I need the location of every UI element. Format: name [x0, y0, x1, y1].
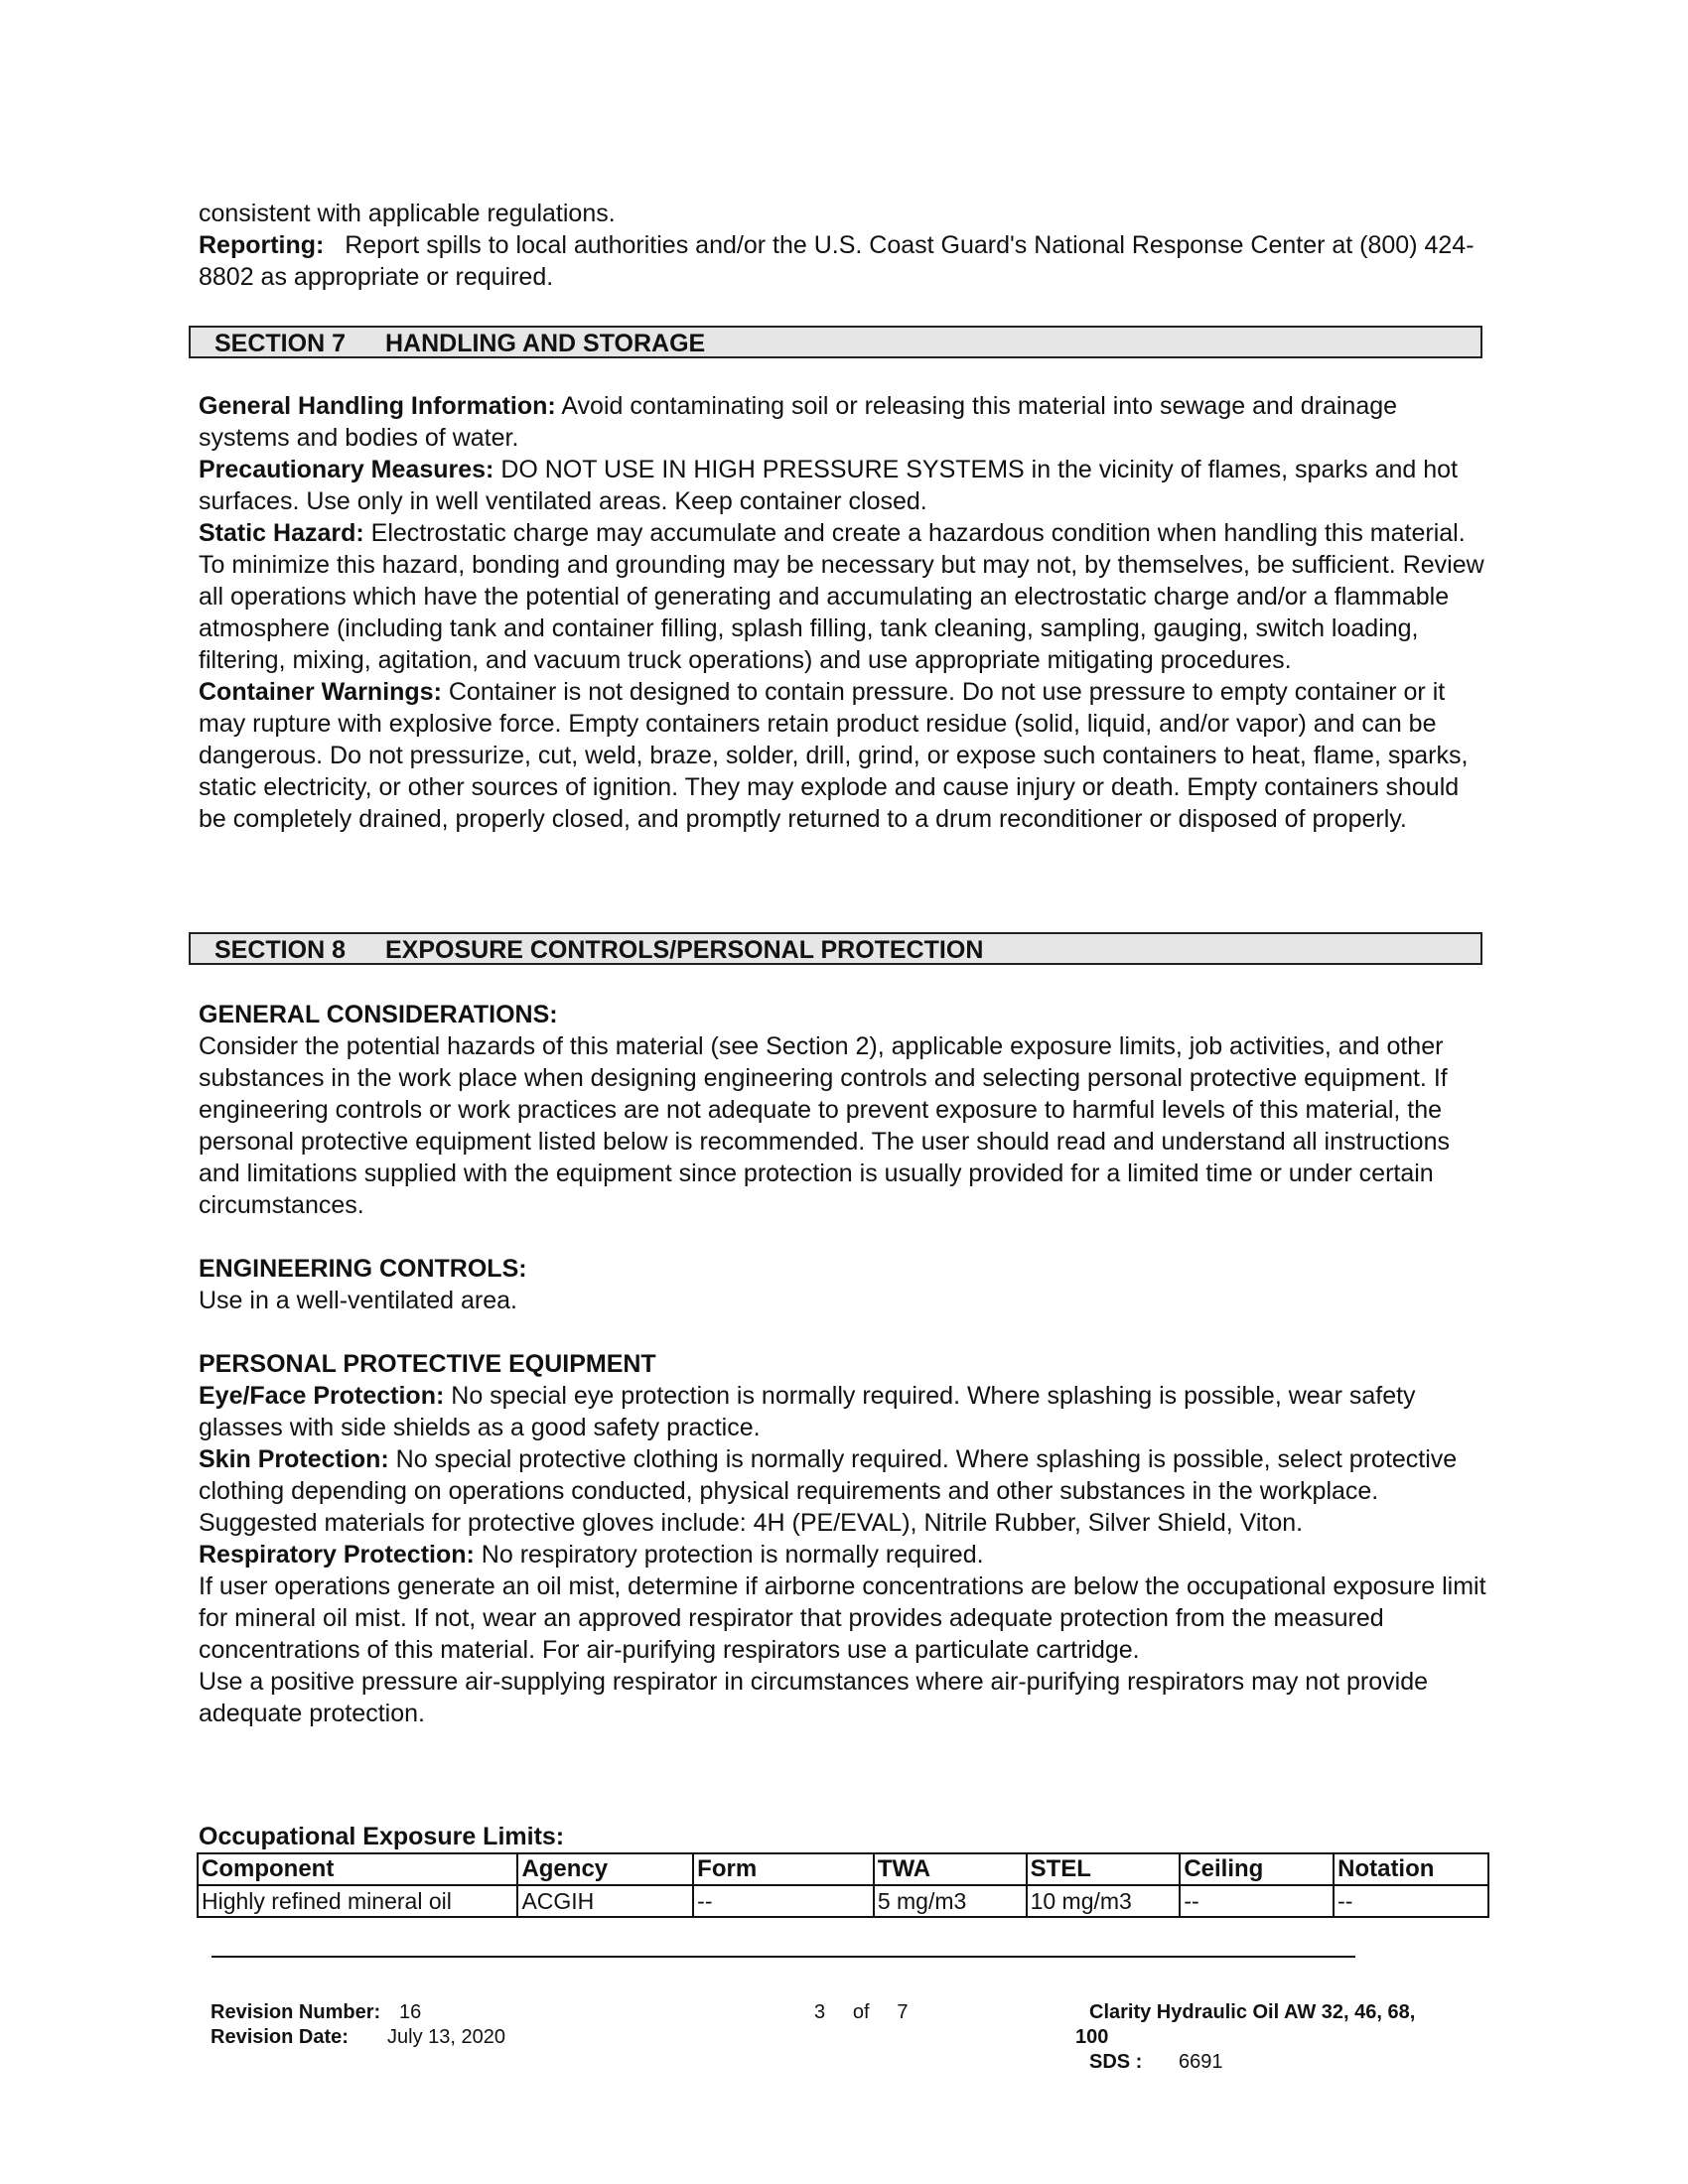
- oel-cell-form: --: [693, 1885, 874, 1917]
- oel-header-row: [198, 1853, 1488, 1885]
- oel-cell-component: Highly refined mineral oil: [198, 1885, 517, 1917]
- sds-line: [1089, 2050, 1473, 2075]
- precautionary-paragraph: [199, 454, 1489, 517]
- respiratory-oil-mist-text: If user operations generate an oil mist, determine if airborne concentrations are below the occupational exposure limit for mineral oil mist. If not, wear an approved respirator that provides adequate protection from the measured concentrations of this material. For air-purifying respirators use a particulate cartridge.: [199, 1572, 1486, 1664]
- oel-header-cell: Notation: [1334, 1853, 1488, 1885]
- general-considerations-heading: GENERAL CONSIDERATIONS:: [199, 1001, 558, 1028]
- oel-header-cell: Component: [198, 1853, 517, 1885]
- respiratory-protection-paragraph: [199, 1539, 1489, 1570]
- section-7-body: [199, 390, 1489, 835]
- section-8-title: EXPOSURE CONTROLS/PERSONAL PROTECTION: [385, 936, 984, 964]
- page-total: 7: [897, 2001, 909, 2023]
- intro-block: [199, 198, 1489, 293]
- precautionary-text: DO NOT USE IN HIGH PRESSURE SYSTEMS in the vicinity of flames, sparks and hot surfaces. Use only in well ventilated areas. Keep container closed.: [199, 456, 1459, 515]
- respiratory-protection-label: Respiratory Protection:: [199, 1541, 475, 1569]
- footer-product: [1075, 2000, 1473, 2075]
- eye-protection-label: Eye/Face Protection:: [199, 1382, 445, 1410]
- general-handling-text: Avoid contaminating soil or releasing this material into sewage and drainage systems and bodies of water.: [199, 392, 1398, 452]
- reporting-text: Report spills to local authorities and/or the U.S. Coast Guard's National Response Center at (800) 424-8802 as appropriate or required.: [199, 231, 1475, 291]
- container-warnings-paragraph: [199, 676, 1489, 835]
- oel-cell-ceiling: --: [1180, 1885, 1334, 1917]
- section-8-body: [199, 999, 1489, 1729]
- section-8-header: [189, 932, 1482, 965]
- ppe-heading: PERSONAL PROTECTIVE EQUIPMENT: [199, 1350, 656, 1378]
- page-number: [814, 2000, 909, 2025]
- revision-number-value: 16: [399, 2001, 422, 2023]
- revision-date-label: Revision Date:: [211, 2026, 349, 2048]
- static-hazard-paragraph: [199, 517, 1489, 676]
- section-7-title: HANDLING AND STORAGE: [385, 330, 706, 357]
- static-hazard-label: Static Hazard:: [199, 519, 364, 547]
- eye-protection-paragraph: [199, 1380, 1489, 1443]
- oel-header-cell: TWA: [874, 1853, 1027, 1885]
- engineering-controls-heading: ENGINEERING CONTROLS:: [199, 1255, 527, 1283]
- section-7-header: [189, 326, 1482, 358]
- oel-header-cell: STEL: [1027, 1853, 1181, 1885]
- footer-divider: [211, 1956, 1355, 1958]
- revision-number-line: [211, 2000, 505, 2025]
- sds-label: SDS :: [1089, 2051, 1143, 2073]
- page-current: 3: [814, 2001, 826, 2023]
- oel-header-cell: Ceiling: [1180, 1853, 1334, 1885]
- respiratory-air-supplying-text: Use a positive pressure air-supplying respirator in circumstances where air-purifying respirators may not provide adequate protection.: [199, 1668, 1429, 1727]
- sds-number: 6691: [1179, 2051, 1223, 2073]
- oel-cell-stel: 10 mg/m3: [1027, 1885, 1181, 1917]
- revision-number-label: Revision Number:: [211, 2001, 381, 2023]
- reporting-label: Reporting:: [199, 231, 325, 259]
- oel-heading: Occupational Exposure Limits:: [199, 1823, 565, 1850]
- respiratory-protection-text: No respiratory protection is normally required.: [481, 1541, 984, 1569]
- general-handling-label: General Handling Information:: [199, 392, 556, 420]
- oel-cell-twa: 5 mg/m3: [874, 1885, 1027, 1917]
- oel-header-cell: Form: [693, 1853, 874, 1885]
- precautionary-label: Precautionary Measures:: [199, 456, 494, 483]
- continuation-line: consistent with applicable regulations.: [199, 200, 616, 227]
- skin-protection-label: Skin Protection:: [199, 1445, 389, 1473]
- section-7-number: SECTION 7: [214, 330, 346, 357]
- static-hazard-text: Electrostatic charge may accumulate and create a hazardous condition when handling this material. To minimize this hazard, bonding and grounding may be necessary but may not, by themselves, be sufficient. Review all operations which have the potential of generating and accumulating an electrostatic charge and/or a flammable atmosphere (including tank and container filling, splash filling, tank cleaning, sampling, gauging, switch loading, filtering, mixing, agitation, and vacuum truck operations) and use appropriate mitigating procedures.: [199, 519, 1484, 674]
- skin-protection-text: No special protective clothing is normally required. Where splashing is possible, select protective clothing depending on operations conducted, physical requirements and other substances in the workplace. Suggested materials for protective gloves include: 4H (PE/EVAL), Nitrile Rubber, Silver Shield, Viton.: [199, 1445, 1458, 1537]
- section-8-number: SECTION 8: [214, 936, 346, 964]
- oel-cell-agency: ACGIH: [517, 1885, 693, 1917]
- container-warnings-text: Container is not designed to contain pressure. Do not use pressure to empty container or it may rupture with explosive force. Empty containers retain product residue (solid, liquid, and/or vapor) and can be dangerous. Do not pressurize, cut, weld, braze, solder, drill, grind, or expose such containers to heat, flame, sparks, static electricity, or other sources of ignition. They may explode and cause injury or death. Empty containers should be completely drained, properly closed, and promptly returned to a drum reconditioner or disposed of properly.: [199, 678, 1469, 833]
- oel-cell-notation: --: [1334, 1885, 1488, 1917]
- general-handling-paragraph: [199, 390, 1489, 454]
- skin-protection-paragraph: [199, 1443, 1489, 1539]
- eye-protection-text: No special eye protection is normally required. Where splashing is possible, wear safety glasses with side shields as a good safety practice.: [199, 1382, 1416, 1441]
- revision-date-line: [211, 2025, 505, 2050]
- product-name-line2: 100: [1075, 2026, 1109, 2048]
- container-warnings-label: Container Warnings:: [199, 678, 442, 706]
- reporting-paragraph: [199, 229, 1489, 293]
- general-considerations-text: Consider the potential hazards of this material (see Section 2), applicable exposure limits, job activities, and other substances in the work place when designing engineering controls and selecting personal protective equipment. If engineering controls or work practices are not adequate to prevent exposure to harmful levels of this material, the personal protective equipment listed below is recommended. The user should read and understand all instructions and limitations supplied with the equipment since protection is usually provided for a limited time or under certain circumstances.: [199, 1032, 1450, 1219]
- page-of: of: [852, 2001, 870, 2023]
- table-row: [198, 1885, 1488, 1917]
- footer-revision: [211, 2000, 505, 2050]
- engineering-controls-text: Use in a well-ventilated area.: [199, 1287, 517, 1314]
- oel-header-cell: Agency: [517, 1853, 693, 1885]
- oel-table: [197, 1852, 1489, 1918]
- revision-date-value: July 13, 2020: [387, 2026, 505, 2048]
- product-name-line1: Clarity Hydraulic Oil AW 32, 46, 68,: [1089, 2001, 1416, 2023]
